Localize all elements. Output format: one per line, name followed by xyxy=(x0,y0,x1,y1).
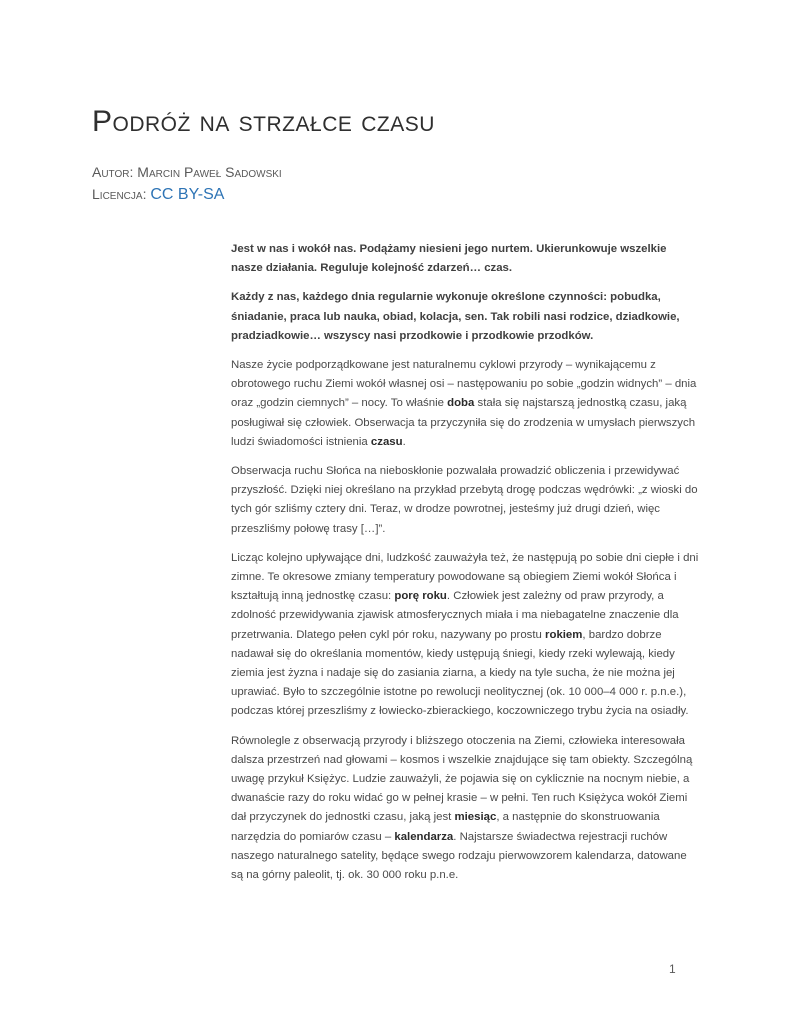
paragraph-text: Równolegle z obserwacją przyrody i bliższego otoczenia na Ziemi, człowieka interesowała dalsza przestrzeń nad głowami – kosmos i wszelkie znajdujące się tam obiekty. Szczególną uwagę przykuł Księżyc. Ludzie zauważyli, że pojawia się on cyklicznie na nocnym niebie, a dwanaście razy do roku widać go w pełnej krasie – w pełni. Ten ruch Księżyca wokół Ziemi dał przyczynek do jednostki czasu, jaką jest xyxy=(231,734,693,824)
paragraph-text: , bardzo dobrze nadawał się do określania momentów, kiedy ustępują śniegi, kiedy rzeki wylewają, kiedy ziemia jest żyzna i nadaje się do zasiania ziarna, a kiedy na tyle sucha, że nie można jej uprawiać. Było to szczególnie istotne po rewolucji neolitycznej (ok. 10 000–4 000 r. p.n.e.), podczas której przeszliśmy z łowiecko-zbierackiego, koczowniczego trybu życia na osiadły. xyxy=(231,628,689,718)
paragraph-text: Licząc kolejno upływające dni, ludzkość zauważyła też, że następują po sobie dni ciepłe i dni zimne. Te okresowe zmiany temperatury powodowane są obiegiem Ziemi wokół Słońca i kształtują inną jednostkę czasu: xyxy=(231,551,699,603)
document-title: Podróż na strzałce czasu xyxy=(92,105,435,138)
paragraph-text: . Człowiek jest zależny od praw przyrody, a zdolność przewidywania zjawisk atmosferycznych miała i ma niebagatelne znaczenie dla przetrwania. Dlatego pełen cykl pór roku, nazywany po prostu xyxy=(231,590,679,641)
article-body xyxy=(231,240,701,895)
bold-term-pora-roku: porę roku xyxy=(394,590,447,603)
paragraph-doba xyxy=(231,356,701,452)
license-line xyxy=(92,184,224,205)
author-line xyxy=(92,162,282,182)
bold-term-miesiac: miesiąc xyxy=(454,811,497,824)
paragraph-text: stała się najstarszą jednostką czasu, jaką posługiwał się człowiek. Obserwacja ta przyczyniła się do zrodzenia w umysłach pierwszych ludzi świadomości istnienia xyxy=(231,397,696,448)
author-name: Marcin Paweł Sadowski xyxy=(137,164,282,180)
lead-paragraph-2: Każdy z nas, każdego dnia regularnie wykonuje określone czynności: pobudka, śniadanie, praca lub nauka, obiad, kolacja, sen. Tak robili nasi rodzice, dziadkowie, pradziadkowie… wszyscy nasi przodkowie i przodkowie przodków. xyxy=(231,291,680,342)
page-number: 1 xyxy=(669,962,676,976)
lead-paragraph-1: Jest w nas i wokół nas. Podążamy niesieni jego nurtem. Ukierunkowuje wszelkie nasze działania. Reguluje kolejność zdarzeń… czas. xyxy=(231,243,667,275)
paragraph-text: , a następnie do skonstruowania narzędzia do pomiarów czasu – xyxy=(231,811,660,843)
paragraph-text: . Najstarsze świadectwa rejestracji ruchów naszego naturalnego satelity, będące swego rodzaju pierwowzorem kalendarza, datowane są na górny paleolit, tj. ok. 30 000 roku p.n.e. xyxy=(231,830,687,882)
paragraph-text: . xyxy=(402,435,406,448)
paragraph-moon xyxy=(231,732,701,886)
author-label: Autor: xyxy=(92,164,134,180)
license-label: Licencja: xyxy=(92,186,147,202)
bold-term-czasu: czasu xyxy=(370,435,403,448)
paragraph-sun: Obserwacja ruchu Słońca na nieboskłonie pozwalała prowadzić obliczenia i przewidywać przyszłość. Dzięki niej określano na przykład przebytą drogę podczas wędrówki: „z wioski do tych gór szliśmy cztery dni. Teraz, w drodze powrotnej, jesteśmy już drugi dzień, więc przeszliśmy połowę trasy […]”. xyxy=(231,465,698,535)
bold-term-kalendarz: kalendarza xyxy=(394,830,454,843)
bold-term-rok: rokiem xyxy=(545,628,583,641)
bold-term-doba: doba xyxy=(447,397,475,410)
paragraph-text: Nasze życie podporządkowane jest naturalnemu cyklowi przyrody – wynikającemu z obrotowego ruchu Ziemi wokół własnej osi – następowaniu po sobie „godzin widnych” – dnia oraz „godzin ciemnych” – nocy. To właśnie xyxy=(231,359,697,410)
paragraph-seasons xyxy=(231,549,701,722)
license-link[interactable]: CC BY-SA xyxy=(150,186,225,203)
